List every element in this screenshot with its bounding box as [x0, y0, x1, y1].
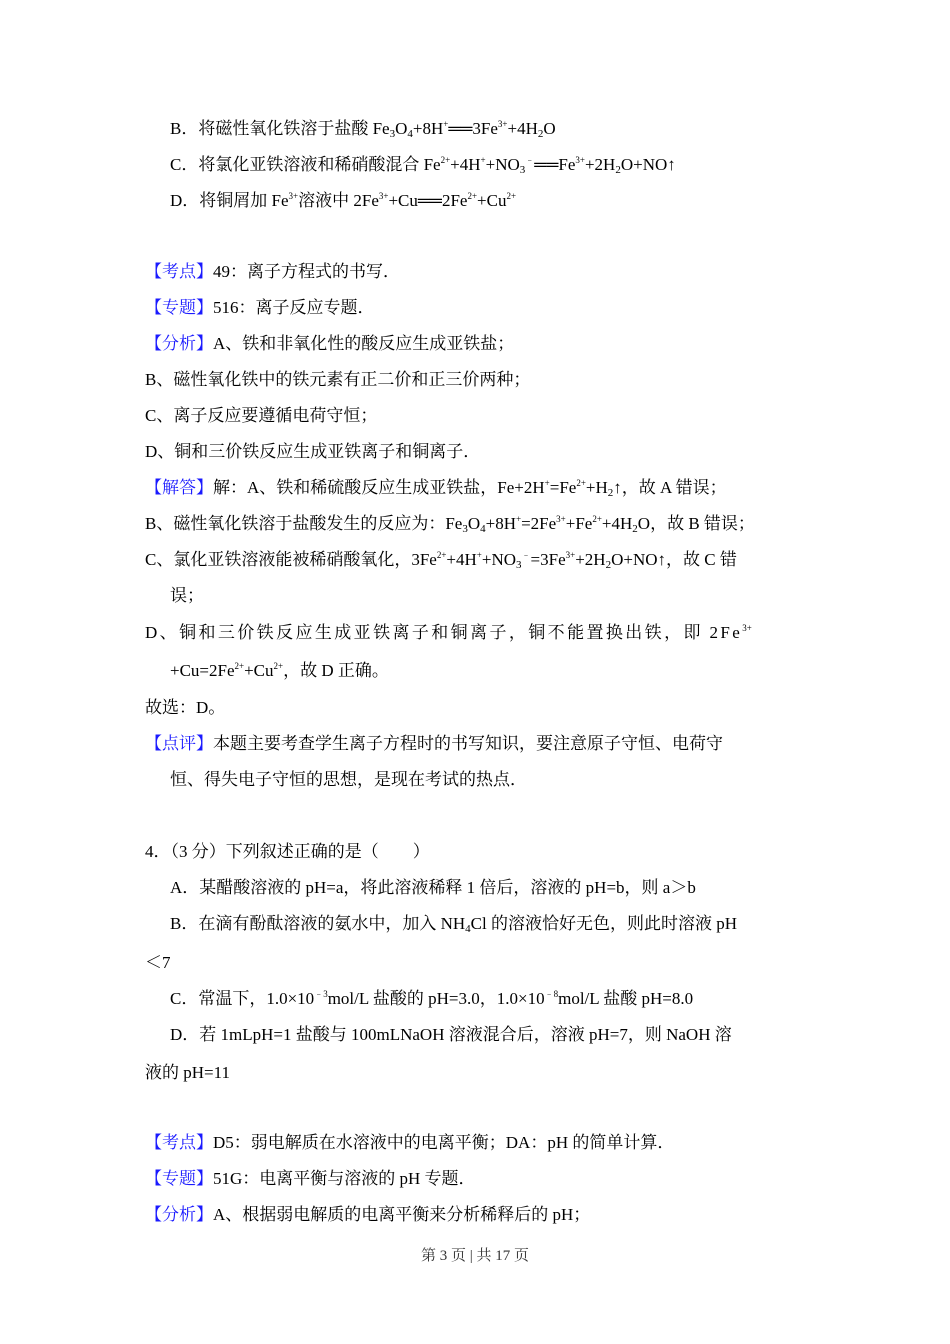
q4-option-c: [170, 988, 693, 1010]
question-4-stem: 4．（3 分）下列叙述正确的是（ ）: [145, 842, 430, 861]
q4-option-a: A．某醋酸溶液的 pH=a，将此溶液稀释 1 倍后，溶液的 pH=b，则 a＞b: [170, 878, 696, 897]
option-text: B．将磁性氧化铁溶于盐酸: [170, 119, 373, 138]
kaodian-section: [145, 261, 400, 283]
section-text: ，故 B 错误；: [650, 514, 755, 533]
section-tag: 【分析】: [145, 334, 213, 353]
section-text: 本题主要考查学生离子方程时的书写知识，要注意原子守恒、电荷守: [213, 734, 723, 753]
section-text: 49：离子方程式的书写．: [213, 262, 400, 281]
fenxi-line: B、磁性氧化铁中的铁元素有正二价和正三价两种；: [145, 370, 531, 389]
section-text: 51G：电离平衡与溶液的 pH 专题．: [213, 1169, 476, 1188]
section-text: C、氯化亚铁溶液能被稀硝酸氧化，: [145, 550, 412, 569]
q4-kaodian-section: [145, 1132, 674, 1154]
equation: $3Fe^{2+}+4H^++NO_3^﹣=3Fe^{3+}+2H_2O+NO↑$: [411, 550, 667, 571]
jieda-line-c-cont: 误；: [170, 586, 204, 605]
section-tag: 【专题】: [145, 1169, 213, 1188]
fenxi-line: D、铜和三价铁反应生成亚铁离子和铜离子．: [145, 442, 481, 461]
option-text: C．将氯化亚铁溶液和稀硝酸混合: [170, 155, 424, 174]
equation: $Fe_3O_4+8H^+══3Fe^{3+}+4H_2O$: [372, 119, 556, 140]
section-text: A、铁和非氧化性的酸反应生成亚铁盐；: [213, 334, 515, 353]
jieda-section: [145, 477, 727, 499]
section-text: A、根据弱电解质的电离平衡来分析稀释后的 pH；: [213, 1205, 591, 1224]
jieda-line-d-cont: [170, 660, 389, 682]
section-text: D5：弱电解质在水溶液中的电离平衡；DA：pH 的简单计算．: [213, 1133, 675, 1152]
option-text: B．在滴有酚酞溶液的氨水中，加入 NH: [170, 914, 466, 933]
exponent: ﹣3: [314, 989, 328, 999]
section-text: B、磁性氧化铁溶于盐酸发生的反应为：: [145, 514, 446, 533]
dianping-line-2: 恒、得失电子守恒的思想，是现在考试的热点．: [170, 770, 527, 789]
dianping-section: [145, 733, 723, 755]
q4-fenxi-section: [145, 1204, 590, 1226]
q4-option-b: B．在滴有酚酞溶液的氨水中，加入 $NH_4Cl$ 的溶液恰好无色，则此时溶液 pH: [170, 914, 737, 935]
fenxi-section: [145, 333, 514, 355]
exponent: ﹣8: [544, 989, 559, 999]
equation: $Fe+2H^+=Fe^{2+}+H_2↑$: [497, 478, 622, 499]
section-text: ，故 C 错: [666, 550, 737, 569]
section-tag: 【考点】: [145, 262, 213, 281]
section-tag: 【分析】: [145, 1205, 213, 1224]
equation: 溶液中 $2Fe^{3+}+Cu══2Fe^{2+}+Cu^{2+}$: [298, 191, 517, 210]
section-text: 516：离子反应专题．: [213, 298, 375, 317]
equation: $+Cu=2Fe^{2+}+Cu^{2+}$: [170, 661, 284, 680]
q4-option-d: D．若 1mLpH=1 盐酸与 100mLNaOH 溶液混合后，溶液 pH=7，则 NaOH 溶: [170, 1025, 732, 1044]
fenxi-line: C、离子反应要遵循电荷守恒；: [145, 406, 378, 425]
section-text: 解：A、铁和稀硫酸反应生成亚铁盐，: [213, 478, 498, 497]
section-text: ，故 A 错误；: [621, 478, 727, 497]
option-d: D．将铜屑加 $Fe^{3+}$溶液中 $2Fe^{3+}+Cu══2Fe^{2+}+Cu^{2+}$: [170, 191, 517, 210]
jieda-line-d: D、铜和三价铁反应生成亚铁离子和铜离子，铜不能置换出铁，即 $2Fe^{3+}$: [145, 623, 752, 642]
equation: $Fe_3O_4+8H^+=2Fe^{3+}+Fe^{2+}+4H_2O$: [445, 514, 651, 535]
q4-option-b-cont: ＜7: [145, 953, 171, 972]
option-b: [170, 118, 556, 140]
section-tag: 【解答】: [145, 478, 213, 497]
answer-line: 故选：D。: [145, 698, 226, 717]
q4-zhuanti-section: [145, 1168, 476, 1190]
equation: $Fe^{2+}+4H^++NO_3^﹣══Fe^{3+}+2H_2O+NO↑$: [423, 155, 676, 176]
option-text: mol/L 盐酸 pH=8.0: [558, 989, 694, 1008]
option-c: [170, 154, 676, 176]
page-footer: 第 3 页 | 共 17 页: [420, 1248, 529, 1264]
option-text: Cl 的溶液恰好无色，则此时溶液 pH: [470, 914, 737, 933]
section-text: ，故 D 正确。: [283, 661, 389, 680]
q4-option-d-cont: 液的 pH=11: [145, 1063, 230, 1082]
section-tag: 【专题】: [145, 298, 213, 317]
zhuanti-section: [145, 297, 375, 319]
section-tag: 【点评】: [145, 734, 213, 753]
section-tag: 【考点】: [145, 1133, 213, 1152]
jieda-line-c: [145, 549, 737, 571]
option-text: D．将铜屑加 Fe: [170, 191, 289, 210]
section-text: D、铜和三价铁反应生成亚铁离子和铜离子，铜不能置换出铁，即 2Fe: [145, 623, 743, 642]
option-text: mol/L 盐酸的 pH=3.0，1.0×10: [327, 989, 545, 1008]
jieda-line-b: [145, 513, 755, 535]
option-text: C．常温下，1.0×10: [170, 989, 315, 1008]
